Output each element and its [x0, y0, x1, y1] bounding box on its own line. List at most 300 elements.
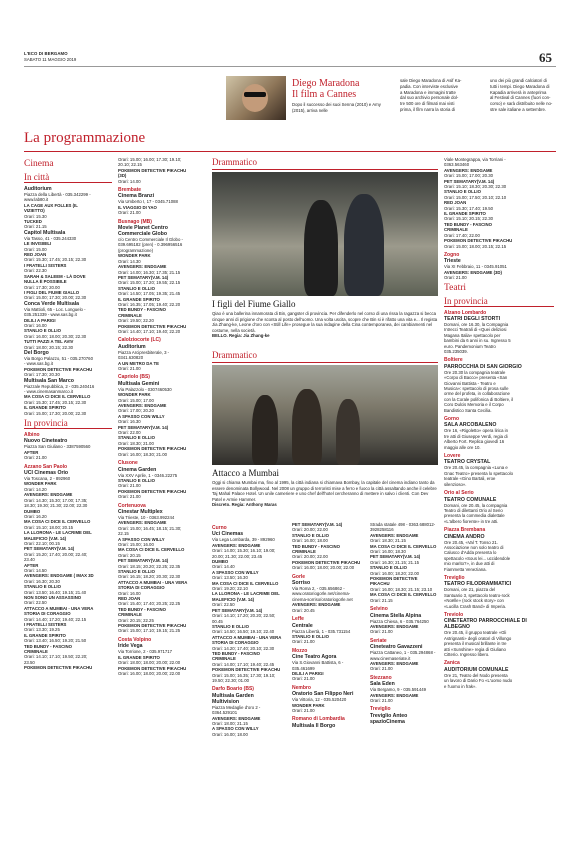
movie-title: IL VIAGGIO DI YAO [118, 204, 157, 210]
venue-name: Cinema Branzi [118, 193, 155, 200]
town-name: Seriate [370, 637, 387, 644]
listing-detail: www.cinemaseriate.it [370, 655, 411, 661]
listing-detail: Orari: 19.20; 22.10 [212, 586, 248, 592]
photo-figure-woman [304, 200, 338, 296]
movie-title: A SPASSO CON WILLY [118, 536, 165, 542]
movie-title: AVENGERS: ENDGAME [212, 715, 261, 721]
listing-detail: Domani, ore 16.30, la Compagnia [444, 321, 509, 327]
listings-column-6 [444, 157, 554, 689]
listing-detail: teatrale «Gino Bartali, eroe [444, 476, 496, 482]
town-name: Busnago (MB) [118, 218, 152, 225]
movie-title: ATTACCO A MUMBAI - UNA VERA [24, 605, 94, 611]
listing-detail: Orari: 21.00 [370, 629, 393, 635]
movie-title: MALEFICIO (V.M. 14) [24, 535, 67, 541]
movie-title: IL GRANDE SPIRITO [24, 632, 66, 638]
movie-title: STORIA DI CORAGGIO [118, 585, 165, 591]
town-name: Treviolo [444, 612, 464, 618]
venue-name: SALA ARCOBALENO [444, 422, 497, 429]
listing-detail: Orari: 16.00; 18.30; 21.15; 23.10 [370, 586, 433, 592]
listing-detail: Astrignanti» degli oratori di Villongo [444, 635, 512, 641]
listing-detail: Orari: 21.00 [118, 210, 141, 216]
movie-title: TED BUNDY - FASCINO [212, 650, 260, 656]
movie-title: MA COSA CI DICE IL CERVELLO [118, 547, 185, 553]
listing-detail: Orari: 22.50 [212, 602, 235, 608]
listing-detail: Orari: 17.30; 20.00 [24, 284, 60, 290]
venue-name: TEATRO CRYSTAL [444, 459, 491, 466]
promo-line: dal suo archivio personale dol- [400, 95, 459, 101]
movie-title: STANLIO E OLLIO [292, 532, 329, 538]
listing-detail: Orari: 14.40 [212, 564, 235, 570]
listing-detail: Orari: 14.20; 17.40; 20.10; 22.30 [212, 645, 275, 651]
venue-name: UCI Cinemas Orio [24, 470, 69, 477]
listing-detail: Via Trieste, 10 - 0363.992244 [118, 514, 175, 520]
venue-name: Trieste [444, 258, 461, 265]
feature2-credit: Discreto. Regia: Anthony Maras [212, 502, 277, 508]
feature1-genre: Drammatico [212, 157, 257, 167]
listing-detail: 00.45 [212, 618, 223, 624]
listing-detail: Orari: 14.00; 17.10; 19.40; 22.45 [212, 661, 275, 667]
town-name: Curno [212, 525, 227, 531]
movie-title: STANLIO E OLLIO [212, 623, 249, 629]
listing-detail: (programmazione) [118, 247, 154, 253]
listing-detail: «Corpo di Bacco» presenta «San [444, 375, 508, 381]
venue-name: TEATRO COMUNALE [444, 496, 497, 503]
venue-name: spazioCinema [370, 718, 405, 725]
feature2-text: Oggi si chiama Mumbai ma, fino al 1995, la città indiana si chiamava Bombay, la capitale del cinema indiano tanto da essere denominata Bollywood. Nel 2008 un gruppo di terroristi mise a ferro e fuoco la città assaltando anche il celebre Taj Mahal Palace Hotel. Un unile cameriere e uno chef dell'hotel cercheranno di mettere in salvo i clienti. Con Dev Patel e Armie Hammer. Discreto. Regia: Anthony Maras [212, 480, 437, 508]
listing-detail: Orari: 16.30; 21.15; 21.15 [370, 559, 419, 565]
listing-detail: - www.cinemasanmarco.it [24, 389, 73, 394]
listings-column-1 [24, 157, 112, 671]
listing-detail: 0341.630820 [118, 355, 144, 361]
listing-detail: Orari: 15.00; 16.45; 18.15; 21.30; [118, 525, 182, 531]
movie-title: NULLA È POSSIBILE [24, 279, 67, 285]
movie-title: CRIMINALE [24, 649, 48, 655]
listing-detail: Piazza Libertà, 1 - 035.731154 [292, 628, 351, 634]
movie-title: POKEMON DETECTIVE PIKACHU [118, 446, 187, 452]
listing-detail: Via Mattioli, 65 - Loc. Longuelo - [24, 306, 86, 312]
listing-detail: Orari: 16.15; 18.20; 20.30; 22.30 [118, 574, 181, 580]
promo-line: sale Diego Maradona di Asif Ka- [400, 78, 462, 83]
venue-name: Nuovo Cineteatro [24, 438, 68, 445]
feature1-photo [212, 172, 438, 296]
movie-title: IL GRANDE SPIRITO [118, 296, 160, 302]
listing-detail: Orari: 16.00; 18.30 [370, 549, 406, 555]
listing-detail: Orari: 15.00; 16.00 [118, 541, 154, 547]
movie-title: WONDER PARK [118, 253, 151, 259]
promo-line: uno dei più grandi calciatori di [490, 78, 547, 83]
movie-title: AVENGERS: ENDGAME [292, 602, 341, 608]
venue-name: Cinema Garden [118, 466, 157, 473]
movie-title: PET SEMATARY(V.M. 14) [370, 554, 421, 560]
movie-title: IL GRANDE SPIRITO [444, 211, 486, 217]
listing-detail: c/o Centro Commerciale Il Globo - [118, 237, 183, 243]
movie-title: POKEMON DETECTIVE PIKACHU [118, 323, 187, 329]
movie-title: STORIA DI CORAGGIO [24, 611, 71, 617]
listing-detail: Orari: 16.30 [118, 419, 141, 425]
movie-title: AVENGERS: ENDGAME [444, 167, 493, 173]
promo-line: tre 500 ore di filmati mai visti [400, 101, 455, 107]
town-name: Nembro [292, 684, 311, 691]
listing-detail: Orari: 16.00; 18.20; 22.00 [370, 570, 419, 576]
movie-title: DILILI A PARIGI [24, 317, 56, 323]
listing-detail: Orari: 15.00; 17.50; 20.10; 22.10 [444, 194, 507, 200]
listing-detail: Strada statale 498 - 0363.688012- [370, 522, 436, 527]
listing-detail: Orari: 15.30; 17.45; 20.15; 22.30 [24, 257, 87, 263]
movie-title: LA LLORONA - LE LACRIME DEL [212, 591, 280, 597]
movie-title: MA COSA CI DICE IL CERVELLO [24, 394, 91, 400]
venue-name: Cineteatro Gavazzeni [370, 644, 423, 651]
movie-title: PET SEMATARY(V.M. 14) [118, 558, 169, 564]
venue-name: Conca Verde Multisala [24, 300, 80, 307]
movie-title: CRIMINALE [292, 549, 316, 555]
listing-detail: Orari: 16.00; 18.00 [292, 538, 328, 544]
listing-detail: Santuario 3, spettacolo teatro-rock [444, 592, 510, 598]
listing-detail: Orari: 17.30; 20.30 [24, 372, 60, 378]
listings-column-4 [292, 522, 368, 729]
listing-detail: Orari: 21.00 [118, 366, 141, 371]
listing-detail: Orari: 22.50 [24, 600, 47, 606]
listing-detail: Orari: 22.10; 00.15 [24, 540, 60, 546]
town-name: Capriolo (BS) [118, 374, 150, 381]
movie-title: MALEFICIO (V.M. 14) [212, 596, 255, 602]
movie-title: LA CAGE AUX FOLLES (IL [24, 202, 78, 208]
movie-title: AVENGERS: ENDGAME [118, 403, 167, 409]
section-heading: Cinema [24, 159, 54, 169]
movie-title: AVENGERS: ENDGAME [370, 660, 419, 666]
listing-detail: Orari: 21.00 [292, 676, 315, 682]
listing-detail: Orari: 13.40; 16.50; 19.20; 21.50 [24, 638, 87, 644]
movie-title: PET SEMATARY(V.M. 14) [118, 424, 169, 430]
listing-detail: Orari: 14.00 [118, 178, 141, 184]
movie-title: WONDER PARK [118, 392, 151, 398]
listing-detail: Ore 21, Teatro del Nodo presenta [444, 672, 508, 678]
movie-title: VIZIETTO) [24, 208, 45, 214]
listing-detail: Piazzale Repubblica, 2 - 035.240416 [24, 383, 95, 389]
promo-line: stre sale italiane a settembre. [490, 106, 547, 112]
listing-detail: Teatro di dilettanti Orio al Serio [444, 507, 503, 513]
listing-detail: Orari: 14.50; 16.50; 19.10; 22.40 [212, 629, 275, 635]
movie-title: SARAH & SALEEM - LÀ DOVE [24, 273, 86, 279]
listing-detail: presenta la commedia dialettale [444, 513, 505, 519]
listing-detail: 035.235039. [444, 348, 468, 354]
movie-title: PET SEMATARY(V.M. 14) [118, 274, 169, 280]
listing-detail: silenzioso». [444, 481, 467, 487]
listing-detail: Orari: 17.00; 20.20 [118, 408, 154, 414]
photo-figure-man [344, 194, 384, 296]
listing-detail: 035.251339 - www.sas.bg.it [24, 312, 77, 318]
listing-detail: 23.40 [24, 557, 35, 563]
publication-name: L'ECO DI BERGAMO [24, 51, 68, 56]
listing-detail: orme del profeta, in collaborazione [444, 391, 510, 397]
section-heading: Teatri [444, 282, 467, 293]
listing-detail: Orari: 18.30; 21.15 [370, 538, 406, 544]
venue-name: Cinema Stella Alpina [370, 612, 422, 619]
movie-title: MA COSA CI DICE IL CERVELLO [24, 519, 91, 525]
movie-title: STORIA DI CORAGGIO [212, 640, 259, 646]
listing-detail: Orari: 14.50 [24, 567, 47, 573]
movie-title: STANLIO E OLLIO [24, 584, 61, 590]
subsection-heading: In provincia [444, 296, 554, 307]
listing-detail: Orari: 15.00; 17.10; 19.15; 21.25 [118, 628, 181, 634]
listing-detail: Citterio. Ingresso libero. [444, 652, 490, 658]
listing-detail: Musica»: spettacolo di prosa sulle [444, 386, 509, 391]
listing-detail: 22.15 [118, 531, 129, 537]
listing-detail: Orari: 15.30; 17.40; 19.50 [444, 205, 493, 211]
listing-detail: Orari: 15.00 [24, 246, 47, 252]
promo-title: Diego Maradona Il film a Cannes [292, 78, 360, 100]
movie-title: LE INVISIBILI [24, 241, 52, 247]
movie-title: STANLIO E OLLIO [118, 569, 155, 574]
listing-detail: Orari: 17.40; 22.00 [444, 232, 480, 238]
listing-detail: «L'albero fiorente» in tre atti. [444, 518, 499, 524]
listing-detail: Via Palazzolo - 0307460530 [118, 386, 172, 392]
listing-detail: Orari: 18.00; 18.00; 20.00; 22.00 [118, 660, 181, 666]
listing-detail: Via Lega Lombarda, 39 - 892960 [212, 537, 275, 543]
listing-detail: Intrecci Teatrali di «Quei deliziosi [444, 327, 507, 333]
town-name: Leffe [292, 616, 304, 623]
town-name: Mozzo [292, 647, 308, 654]
promo-line: Kapadia arriverà in anteprima [490, 89, 547, 95]
feature1-rule [212, 169, 438, 170]
movie-title: CRIMINALE [212, 656, 236, 662]
town-name: Clusone [118, 460, 138, 467]
town-name: Azzano San Paolo [24, 463, 68, 470]
listing-detail: Piazza Arcipresbiterale, 3 - [118, 349, 170, 355]
photo-glasses [244, 92, 266, 97]
movie-title: AFTER [24, 449, 39, 455]
listing-detail: Orari: 20.15 [118, 552, 141, 558]
listing-detail: Via S.Giovanni Battista, 6 - [292, 660, 344, 666]
venue-name: Iride Vega [118, 643, 143, 650]
publication-date: SABATO 11 MAGGIO 2019 [24, 56, 77, 62]
listing-detail: Orari: 16.35; 17.05; 19.40; 22.20 [118, 301, 181, 307]
listing-detail: Via Toscana, 2 - 892960 [24, 476, 71, 482]
movie-title: AFTER [24, 562, 39, 568]
listing-detail: Orari: 14.40; 17.10; 19.40; 22.20 [118, 328, 181, 334]
listing-detail: Via Bergamo, 9 - 035.591449 [370, 687, 427, 693]
movie-title: STANLIO E OLLIO [292, 633, 329, 639]
movie-title: MA COSA CI DICE IL CERVELLO [370, 592, 437, 598]
movie-title: CRIMINALE [444, 227, 468, 233]
photo-face [242, 84, 268, 112]
page-header [24, 51, 76, 62]
movie-title: AVENGERS: ENDGAME [370, 623, 419, 629]
venue-name: Multisala San Marco [24, 377, 74, 384]
listing-detail: Giovanni Battista - Teatro e [444, 380, 496, 386]
listing-detail: www.oratoriogorle.net/cinema- [292, 591, 351, 597]
movie-title: TED BUNDY - FASCINO [118, 606, 166, 612]
movie-title: DUMBO [24, 508, 41, 514]
town-name: Costa Volpino [118, 636, 152, 643]
promo-column-2 [400, 78, 488, 113]
listing-detail: Orari: 16.00; 18.00 [212, 731, 248, 737]
movie-title: TED BUNDY - FASCINO [118, 307, 166, 313]
listing-detail: Orari: 15.00; 16.00; 17.30; 19.10; [118, 157, 182, 162]
promo-line: a Maradona e immagini tratte [400, 89, 456, 95]
listing-detail: bambini da 6 anni in su. Ingresso 5 [444, 338, 511, 344]
listing-detail: Orari: 14.00; 15.30; 16.10; 19.00; [212, 548, 276, 554]
venue-name: CINETEATRO PARROCCHIALE DI [444, 618, 527, 625]
movie-title: MA COSA CI DICE IL CERVELLO [212, 580, 279, 586]
subsection-heading: In città [24, 172, 112, 183]
movie-title: PET SEMATARY(V.M. 14) [444, 178, 495, 184]
listing-detail: e l'uomo in frak». [444, 683, 477, 689]
movie-title: A UN METRO DA TE [118, 360, 159, 366]
listing-detail: 19.50; 22.30; 01.00 [212, 677, 250, 683]
listing-detail: Orari: 15.00; 17.30; 20.00; 22.30 [24, 295, 87, 301]
listing-detail: un lavoro di Dario Fo «L'uomo nudo [444, 678, 513, 684]
listing-detail: cinema-sorriso/oratoriogorle.net [292, 596, 353, 602]
promo-line: corso) e sarà distribuito nelle no- [490, 101, 553, 107]
listing-detail: Orari: 15.30 [24, 213, 47, 219]
listing-detail: Via Vittoria, 12 - 035.520420 [292, 697, 347, 703]
promo-line: padia. Con interviste esclusive [400, 83, 459, 89]
venue-name: Centrale [292, 622, 313, 629]
town-name: Gorno [444, 416, 459, 423]
listing-detail: Piazza Chiesa, 6 - 035.764250 [370, 618, 429, 624]
listing-detail: Orari: 21.15 [24, 224, 47, 230]
feature1-text: Qiao è una ballerina innamorata di Bin, gangster di provincia. Per difenderlo nel corso di una rissa la ragazza si becca cinque anni di prigione che sconta al posto dell'uomo. Una volta uscita, scopre che Bin si è rifatto una vita e... Il regista Jia Zhang-ke, Leone d'oro con «Still Life» prosegue la sua indagine della Cina contemporanea, dei cambiamenti nel costume, nella società. BELLO. Regia: Jia Zhang-ke [212, 311, 438, 339]
promo-lead: Dopo il successo dei suoi Senna (2010) e Amy (2015), arriva nelle [292, 102, 381, 113]
venue-name: Treviglio Anteo [370, 712, 408, 719]
movie-title: DUMBO [212, 559, 229, 565]
page-title: La programmazione [24, 130, 146, 146]
feature2-photo [212, 365, 438, 465]
venue-name: TEATRI DEGLI STORTI [444, 315, 501, 322]
listing-detail: Orari: 15.00; 18.00; 20.15; 22.15 [444, 243, 507, 249]
movie-title: WONDER PARK [292, 702, 325, 708]
header-rule [24, 66, 556, 67]
venue-name: TEATRO FILODRAMMATICI [444, 581, 512, 588]
movie-title: PET SEMATARY(V.M. 14) [292, 522, 343, 527]
movie-title: AVENGERS: ENDGAME (3D) [444, 269, 502, 275]
listing-detail: Orari: 15.10; 20.15; 22.30 [444, 216, 493, 222]
listing-detail: Orari: 21.00 [292, 639, 315, 645]
town-name: Orio al Serio [444, 490, 474, 497]
town-name: Calolziocorte (LC) [118, 337, 161, 344]
venue-name: Multisala Garden [212, 692, 254, 699]
listing-detail: Ore 20.45, la compagnia «Luna e [444, 465, 508, 471]
movie-title: RED JOAN [118, 596, 141, 602]
listing-detail: Piazza Cattaneo, 1 - 035.294868 - [370, 650, 436, 656]
listing-detail: Magana Italia» spettacolo per [444, 332, 501, 338]
listing-detail: 039.695182 (pren) - 0.396956516 [118, 242, 183, 248]
town-name: Cortenuova [118, 502, 146, 509]
listing-detail: Via Roma 2, - 035.656862 - [292, 586, 345, 592]
venue-name: PARROCCHIA DI SAN GIORGIO [444, 363, 522, 370]
listing-detail: Orari: 20.45 [292, 607, 315, 613]
movie-title: PET SEMATARY(V.M. 14) [24, 546, 75, 552]
listing-detail: Orari: 21.00 [118, 483, 141, 489]
listing-detail: Orari: 20.00; 22.00 [292, 554, 328, 560]
movie-title: (3D) [118, 173, 127, 179]
movie-title: POKEMON DETECTIVE PIKACHU [24, 665, 93, 671]
movie-title: TED BUNDY - FASCINO [292, 543, 340, 549]
listing-detail: Orari: 22.00 [118, 430, 141, 436]
title-rule [24, 151, 556, 152]
listing-detail: Via Umberto I, 17 - 0345.71088 [118, 199, 178, 205]
listing-detail: Orari: 18.15; 20.20; 22.25; 22.35 [118, 563, 181, 569]
listing-detail: Orari: 14.40; 17.20; 19.40; 22.15 [24, 616, 87, 622]
listing-detail: Orari: 16.30; 20.30 [24, 578, 60, 584]
venue-name: Commerciale Globo [118, 231, 168, 238]
listing-detail: Domani, ore 20.45, la compagnia [444, 502, 508, 508]
listing-detail: Ore 16, «Rigoletto» opera lirica in [444, 428, 509, 434]
listing-detail: «Noëlle» (rock stock story» con [444, 598, 504, 604]
listing-detail: Orari: 16.00; 18.00; 20.00; 22.00 [118, 670, 181, 676]
movie-title: STANLIO E OLLIO [24, 328, 61, 334]
listing-detail: Orari: 16.00; 18.00; 20.00; 22.00 [292, 565, 355, 571]
listing-detail: Orari: 21.00 [118, 494, 141, 500]
movie-title: STANLIO E OLLIO [118, 435, 155, 441]
movie-title: IL GRANDE SPIRITO [24, 405, 66, 411]
listing-detail: Orari: 18.30; 21.00 [118, 440, 154, 446]
promo-line: al Festival di Cannes (fuori con- [490, 95, 551, 101]
movie-title: I FRATELLI SISTERS [24, 262, 67, 268]
listing-detail: mio marito?», in due atti di [444, 561, 495, 567]
listing-detail: Orari: 15.30; 17.45; 20.15; 22.30 [24, 399, 87, 405]
listing-detail: Orari: 15.10; 18.00; 20.15 [24, 524, 73, 530]
movie-title: AVENGERS: ENDGAME [118, 264, 167, 270]
listing-detail: con la Corale polifonica di Boltiere, il [444, 396, 514, 402]
listing-detail: Orari: 18.00; 21.15 [212, 721, 248, 726]
listing-detail: Orari: 13.30; 19.25 [24, 627, 60, 633]
movie-title: STANLIO E OLLIO [370, 565, 407, 571]
venue-name: Multisala Il Borgo [292, 722, 336, 729]
listing-detail: Orari: 14.50; 17.05; 19.35; 21.45 [118, 291, 181, 297]
listings-column-2 [118, 157, 208, 676]
movie-title: CRIMINALE [118, 612, 142, 618]
listing-detail: 0363.563460 [444, 162, 470, 168]
venue-name: Uci Cinemas [212, 531, 244, 538]
town-name: Darfo Boario (BS) [212, 686, 254, 693]
listing-detail: - www.sas.bg.it [24, 361, 53, 367]
listing-detail: Orari: 13.50; 16.40; 19.15; 21.40 [24, 589, 87, 595]
listing-detail: Associazione non solo teatro di [444, 544, 504, 550]
listing-detail: Gnac Teatro» presenta lo spettacolo [444, 470, 513, 476]
listings-column-3 [212, 522, 288, 737]
movie-title: POKEMON DETECTIVE PIKACHU [118, 623, 187, 629]
movie-title: AVENGERS: ENDGAME [370, 692, 419, 698]
venue-name: Cinestar Multiplex [118, 508, 163, 515]
venue-name: Auditorium [24, 186, 52, 192]
listing-detail: 20.00; 21.30; 22.00; 23.45 [212, 553, 263, 559]
listing-detail: Via Borgo Palazzo, 51 - 035.270760 [24, 355, 93, 361]
listing-detail: Orari: 14.30 [118, 258, 141, 264]
movie-title: A SPASSO CON WILLY [118, 413, 165, 419]
movie-title: I FRATELLI SISTERS [24, 622, 67, 628]
listings-column-5 [370, 522, 438, 725]
listing-detail: Via XI Febbraio, 11 - 0345.91051 [444, 264, 507, 270]
listing-detail: 035.461699 [292, 665, 315, 671]
movie-title: POKEMON DETECTIVE PIKACHU [292, 559, 361, 565]
photo-figure-1 [252, 395, 278, 465]
movie-title: POKEMON DETECTIVE PIKACHU [118, 665, 187, 671]
listing-detail: Via XXV Aprile, 1 - 0346.22275 [118, 472, 178, 478]
listing-detail: Ore 20.30 la compagnia teatrale [444, 369, 506, 375]
listing-detail: Orari: 15.20; 17.40; 20.00; 22.40; [24, 551, 88, 557]
movie-title: RED JOAN [444, 200, 467, 206]
movie-title: ATTACCO A MUMBAI - UNA VERA [212, 634, 282, 640]
listing-detail: Orari: 13.50; 16.30 [212, 575, 248, 581]
listing-detail: Viale Montegrappa, via Torriani - [444, 157, 506, 162]
listing-detail: Ore 20.45, «Val T. Tonso 21. [444, 539, 498, 545]
venue-name: Cine Teatro Agora [292, 654, 337, 661]
movie-title: ATTACCO A MUMBAI - UNA VERA [118, 579, 188, 585]
listing-detail: Orari: 20.00; 22.00 [292, 527, 328, 533]
listing-detail: Orari: 16.00 [118, 590, 141, 596]
town-name: Stezzano [370, 674, 392, 681]
